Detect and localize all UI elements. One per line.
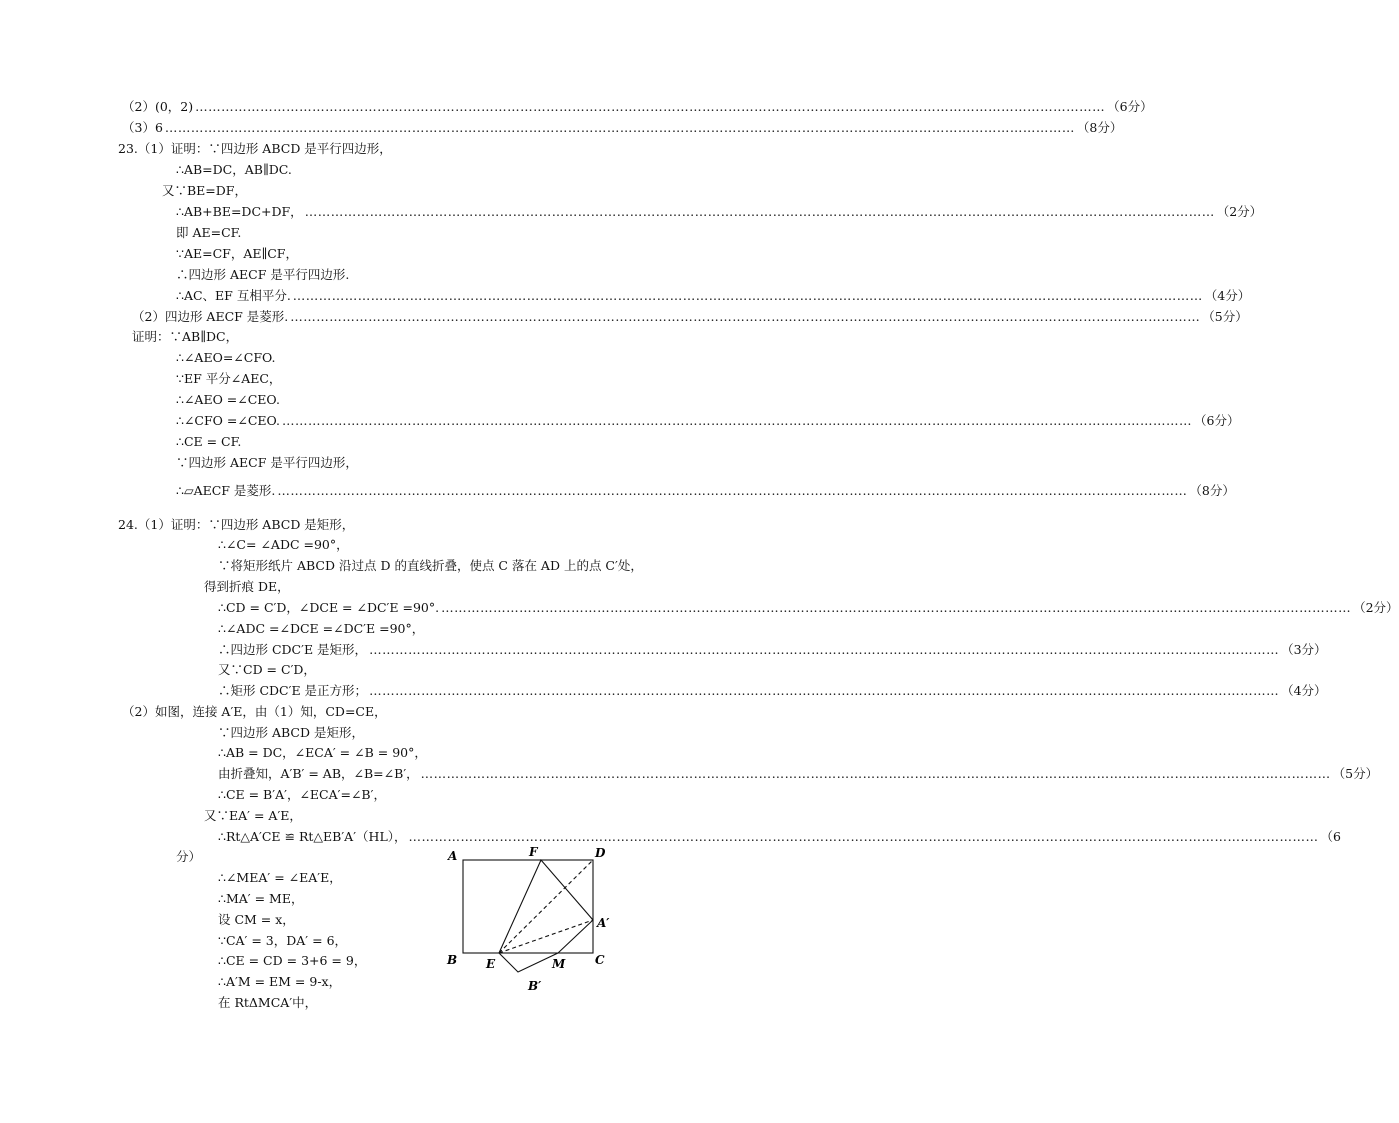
line-18: ∵四边形 AECF 是平行四边形， xyxy=(176,455,358,470)
label-c: C xyxy=(595,953,605,967)
line-31: ∴AB = DC，∠ECA′ = ∠B = 90°， xyxy=(218,745,427,760)
line-43: 在 RtΔMCA′中， xyxy=(218,995,318,1010)
folded-corner xyxy=(499,953,558,972)
line-28: ∴矩形 CDC′E 是正方形； ………………………………………………………………………………………………………………………………………………………………………………………… （4分） xyxy=(218,683,1327,698)
line-39: 设 CM = x， xyxy=(218,912,295,927)
line-36: 分） xyxy=(176,849,202,864)
line-27: 又∵CD = C′D， xyxy=(218,662,316,677)
line-20: 24.（1）证明：∵四边形 ABCD 是矩形， xyxy=(118,517,355,532)
label-m: M xyxy=(552,957,566,971)
leader-dots: ………………………………………………………………………………………………………………………………………………………………………………………… xyxy=(441,600,1352,615)
dashed-line-ea1 xyxy=(499,920,593,953)
line-8: ∵AE=CF，AE∥CF， xyxy=(176,246,298,261)
line-29: （2）如图，连接 A′E，由（1）知，CD=CE， xyxy=(122,704,387,719)
line-3: 23.（1）证明：∵四边形 ABCD 是平行四边形， xyxy=(118,141,392,156)
leader-dots: ………………………………………………………………………………………………………………………………………………………………………………………… xyxy=(408,829,1319,844)
leader-dots: ………………………………………………………………………………………………………………………………………………………………………………………… xyxy=(420,766,1331,781)
line-25: ∴∠ADC =∠DCE =∠DC′E =90°， xyxy=(218,621,425,636)
leader-dots: ………………………………………………………………………………………………………………………………………………………………………………………… xyxy=(292,288,1203,303)
line-21: ∴∠C= ∠ADC =90°， xyxy=(218,537,349,552)
line-37: ∴∠MEA′ = ∠EA′E， xyxy=(218,870,342,885)
line-34: 又∵EA′ = A′E， xyxy=(204,808,302,823)
line-42: ∴A′M = EM = 9-x， xyxy=(218,974,342,989)
label-f: F xyxy=(529,845,538,859)
line-14: ∵EF 平分∠AEC， xyxy=(176,371,282,386)
line-33: ∴CE = B′A′，∠ECA′=∠B′， xyxy=(218,787,386,802)
line-15: ∴∠AEO =∠CEO. xyxy=(176,392,280,407)
label-d: D xyxy=(595,846,606,860)
line-38: ∴MA′ = ME， xyxy=(218,891,304,906)
line-17: ∴CE = CF. xyxy=(176,434,242,449)
geometry-figure xyxy=(440,838,620,998)
line-40: ∵CA′ = 3，DA′ = 6， xyxy=(218,933,348,948)
label-a-prime: A′ xyxy=(597,916,610,930)
line-1: （2）(0，2) ………………………………………………………………………………………………………………………………………………………………………………………… （6分） xyxy=(122,99,1153,114)
line-32: 由折叠知，A′B′ = AB，∠B=∠B′， ………………………………………………………………………………………………………………………………………………………………………………………… （5分） xyxy=(218,766,1379,781)
line-30: ∵四边形 ABCD 是矩形， xyxy=(218,725,364,740)
line-19: ∴▱AECF 是菱形. ………………………………………………………………………………………………………………………………………………………………………………………… （8分） xyxy=(176,483,1235,498)
line-5: 又∵BE=DF， xyxy=(162,183,247,198)
label-e: E xyxy=(486,957,496,971)
line-35: ∴Rt△A′CE ≌ Rt△EB′A′（HL）， ………………………………………………………………………………………………………………………………………………………………………………………… （6 xyxy=(218,829,1341,844)
line-4: ∴AB=DC，AB∥DC. xyxy=(176,162,292,177)
line-41: ∴CE = CD = 3+6 = 9， xyxy=(218,953,367,968)
line-6: ∴AB+BE=DC+DF， ………………………………………………………………………………………………………………………………………………………………………………………… （2分） xyxy=(176,204,1263,219)
leader-dots: ………………………………………………………………………………………………………………………………………………………………………………………… xyxy=(164,120,1075,135)
line-24: ∴CD = C′D，∠DCE = ∠DC′E =90°. ………………………………………………………………………………………………………………………………………………………………………………………… （2分） xyxy=(218,600,1399,615)
line-2: （3）6 ………………………………………………………………………………………………………………………………………………………………………………………… （8分） xyxy=(122,120,1123,135)
line-23: 得到折痕 DE， xyxy=(204,579,290,594)
leader-dots: ………………………………………………………………………………………………………………………………………………………………………………………… xyxy=(195,99,1106,114)
label-b-prime: B′ xyxy=(528,979,542,993)
line-7: 即 AE=CF. xyxy=(176,225,242,240)
leader-dots: ………………………………………………………………………………………………………………………………………………………………………………………… xyxy=(290,309,1201,324)
leader-dots: ………………………………………………………………………………………………………………………………………………………………………………………… xyxy=(282,413,1193,428)
line-13: ∴∠AEO=∠CFO. xyxy=(176,350,276,365)
line-16: ∴∠CFO =∠CEO. ………………………………………………………………………………………………………………………………………………………………………………………… （6分） xyxy=(176,413,1240,428)
leader-dots: ………………………………………………………………………………………………………………………………………………………………………………………… xyxy=(304,204,1215,219)
leader-dots: ………………………………………………………………………………………………………………………………………………………………………………………… xyxy=(369,683,1280,698)
dashed-line-ed xyxy=(499,860,593,953)
label-a: A xyxy=(448,849,458,863)
line-9: ∴四边形 AECF 是平行四边形. xyxy=(176,267,350,282)
label-b: B xyxy=(447,953,458,967)
leader-dots: ………………………………………………………………………………………………………………………………………………………………………………………… xyxy=(277,483,1188,498)
line-12: 证明：∵AB∥DC， xyxy=(132,329,239,344)
line-10: ∴AC、EF 互相平分. ………………………………………………………………………………………………………………………………………………………………………………………… （4分） xyxy=(176,288,1251,303)
line-11: （2）四边形 AECF 是菱形. ………………………………………………………………………………………………………………………………………………………………………………………… （5分） xyxy=(132,309,1248,324)
line-22: ∵将矩形纸片 ABCD 沿过点 D 的直线折叠，使点 C 落在 AD 上的点 C′处， xyxy=(218,558,643,573)
leader-dots: ………………………………………………………………………………………………………………………………………………………………………………………… xyxy=(369,642,1280,657)
line-26: ∴四边形 CDC′E 是矩形， ………………………………………………………………………………………………………………………………………………………………………………………… （3分） xyxy=(218,642,1327,657)
